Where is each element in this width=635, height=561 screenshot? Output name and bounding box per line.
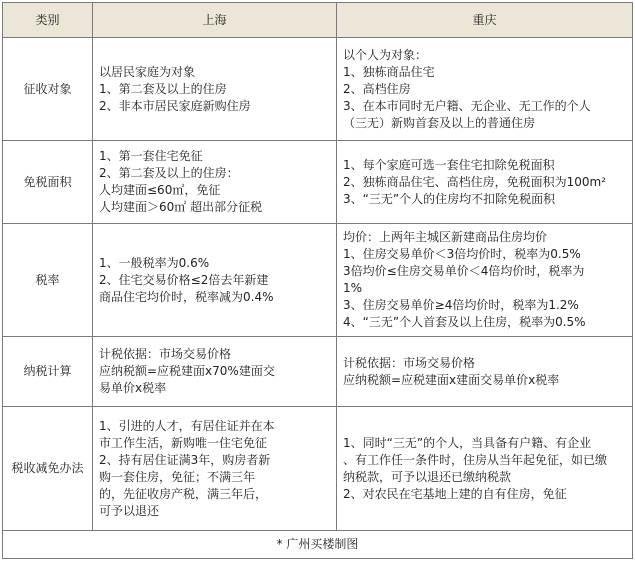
cell-line: 易单价x税率 [99, 381, 167, 395]
header-row [3, 3, 633, 38]
cell-line: 计税依据：市场交易价格 [99, 347, 232, 361]
cell-line: 均价：上两年主城区新建商品住房均价 [343, 230, 548, 244]
table-row [3, 337, 633, 407]
cell-line: 1、一般税率为0.6% [99, 255, 210, 270]
cell-line: 、有工作任一条件时，住房从当年起免征，如已缴 [343, 452, 608, 467]
cell-line: （三无）新购首套及以上的普通住房 [343, 115, 536, 130]
cell-line: 2、对农民在宅基地上建的自有住房，免征 [343, 486, 567, 501]
cell-line: 2、非本市居民家庭新购住房 [99, 98, 251, 113]
cell-line: 1、独栋商品住宅 [343, 64, 435, 79]
table-row [3, 224, 633, 337]
cell-line: 人均建面≤60㎡，免征 [99, 183, 221, 197]
cell-line: 的，先征收房产税，满三年后， [99, 486, 268, 501]
chongqing-cell [337, 407, 633, 531]
cell-line: 应纳税额=应税建面x建面交易单价x税率 [343, 372, 560, 387]
cell-line: 3倍均价≤住房交易单价＜4倍均价时，税率为 [343, 264, 585, 278]
chongqing-cell [337, 141, 633, 224]
cell-line: 1% [343, 281, 363, 295]
shanghai-cell [93, 337, 337, 407]
cell-line: 以居民家庭为对象 [99, 64, 196, 79]
cell-line: 可予以退还 [99, 503, 160, 518]
chongqing-cell [337, 224, 633, 337]
footer-row [3, 531, 633, 559]
cell-line: 人均建面＞60㎡ 超出部分征税 [99, 200, 263, 214]
shanghai-cell [93, 224, 337, 337]
cell-line: 以个人为对象： [343, 47, 428, 62]
cell-line: 1、同时“三无”的个人，当具备有户籍、有企业 [343, 435, 592, 450]
shanghai-cell [93, 38, 337, 141]
property-tax-comparison-table [2, 2, 633, 559]
header-category: 类别 [3, 3, 93, 38]
cell-line: 2、独栋商品住宅、高档住房，免税面积为100m² [343, 174, 607, 189]
shanghai-cell [93, 141, 337, 224]
row-label: 纳税计算 [3, 337, 93, 407]
cell-line: 1、第一套住宅免征 [99, 149, 203, 163]
cell-line: 3、在本市同时无户籍、无企业、无工作的个人 [343, 98, 591, 113]
cell-line: 3、“三无”个人的住房均不扣除免税面积 [343, 191, 556, 206]
cell-line: 2、持有居住证满3年，购房者新 [99, 452, 271, 467]
cell-line: 1、第二套及以上的住房 [99, 81, 227, 96]
cell-line: 1、引进的人才，有居住证并在本 [99, 418, 275, 433]
cell-line: 4、“三无”个人首套及以上住房，税率为0.5% [343, 315, 586, 329]
row-label: 税率 [3, 224, 93, 337]
chongqing-cell [337, 38, 633, 141]
cell-line: 2、高档住房 [343, 81, 411, 96]
header-shanghai: 上海 [93, 3, 337, 38]
cell-line: 市工作生活，新购唯一住宅免征 [99, 435, 268, 450]
cell-line: 计税依据：市场交易价格 [343, 355, 476, 370]
header-chongqing: 重庆 [337, 3, 633, 38]
table-row [3, 141, 633, 224]
cell-line: 3、住房交易单价≥4倍均价时，税率为1.2% [343, 298, 579, 312]
cell-line: 应纳税额=应税建面x70%建面交 [99, 364, 275, 378]
shanghai-cell [93, 407, 337, 531]
footer-credit: * 广州买楼制图 [3, 531, 633, 559]
row-label: 免税面积 [3, 141, 93, 224]
chongqing-cell [337, 337, 633, 407]
cell-line: 1、每个家庭可选一套住宅扣除免税面积 [343, 157, 555, 172]
table-row [3, 38, 633, 141]
cell-line: 商品住宅均价时，税率减为0.4% [99, 289, 274, 304]
row-label: 征收对象 [3, 38, 93, 141]
row-label: 税收减免办法 [3, 407, 93, 531]
table-row [3, 407, 633, 531]
cell-line: 2、第二套及以上的住房： [99, 166, 239, 180]
cell-line: 纳税款，可予以退还已缴纳税款 [343, 469, 512, 484]
cell-line: 2、住宅交易价格≤2倍去年新建 [99, 272, 269, 287]
cell-line: 购一套住房，免征；不满三年 [99, 469, 256, 484]
cell-line: 1、住房交易单价＜3倍均价时，税率为0.5% [343, 247, 581, 261]
